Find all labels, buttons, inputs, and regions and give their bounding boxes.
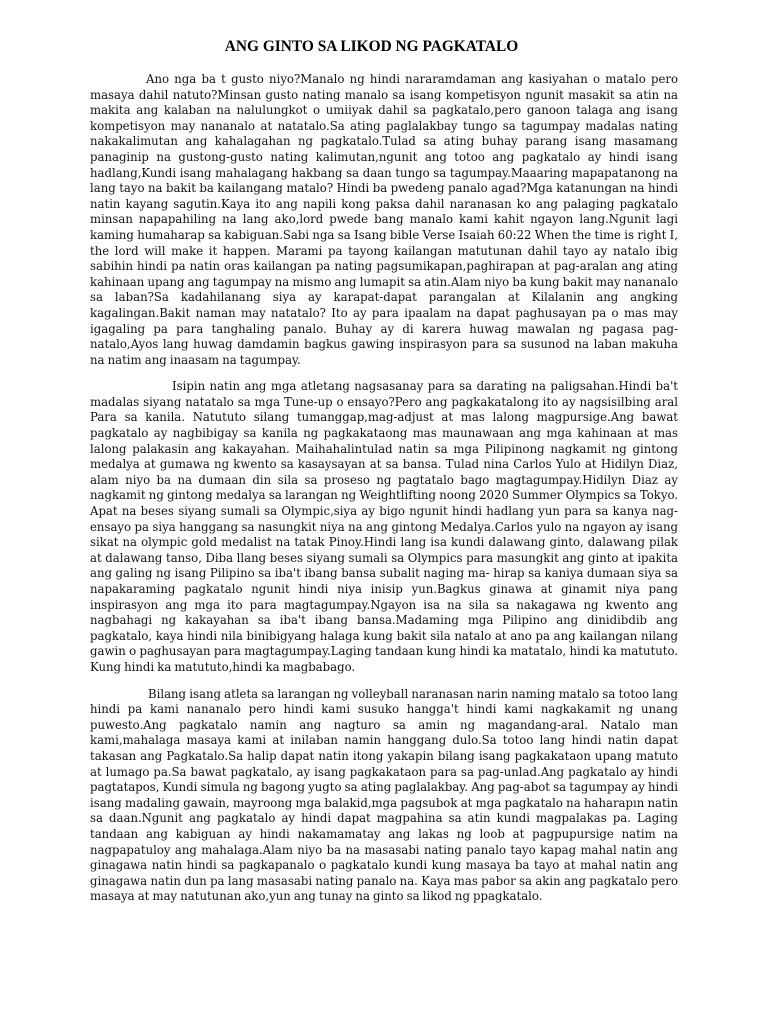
document-body (90, 72, 678, 916)
paragraph-3: Bilang isang atleta sa larangan ng volleyball naranasan narin naming matalo sa totoo lang hindi pa kami nananalo pero hindi kami susuko hangga't hindi kami nagkakamit ng unang puwesto.Ang pagkatalo namin ang nagturo sa amin ng magandang-aral. Natalo man kami,mahalaga masaya kami at inilaban namin hanggang dulo.Sa totoo lang hindi natin dapat takasan ang Pagkatalo.Sa halip dapat natin itong yakapin bilang isang pagkakataon upang matuto at lumago pa.Sa bawat pagkatalo, ay isang pagkakataon para sa pag-unlad.Ang pagkatalo ay hindi pagtatapos, Kundi simula ng bagong yugto sa ating paglalakbay. Ang pag-abot sa tagumpay ay hindi isang madaling gawain, mayroong mga balakid,mga pagsubok at mga pagkatalo na haharapın natin sa daan.Ngunit ang pagkatalo ay hindi dapat magpahina sa atin kundi magpalakas pa. Laging tandaan ang kabiguan ay hindi nakamamatay ang lakas ng loob at pagpupursige natim na nagpapatuloy ang mahalaga.Alam niyo ba na masasabi nating panalo tayo kapag mahal natin ang ginagawa natin hindi sa pagkapanalo o pagkatalo kundi kung masaya ba tayo at mahal natin ang ginagawa natin dun pa lang masasabi nating panalo na. Kaya mas pabor sa akin ang pagkatalo pero masaya at may natutunan ako,yun ang tunay na ginto sa likod ng ppagkatalo. (90, 686, 678, 904)
paragraph-1: Ano nga ba t gusto niyo?Manalo ng hindi nararamdaman ang kasiyahan o matalo pero masaya dahil natuto?Minsan gusto nating manalo sa isang kompetisyon ngunit masakit sa atin na makita ang kalaban na nalulungkot o umiiyak dahil sa pagkatalo,pero ganoon talaga ang isang kompetisyon may nananalo at natatalo.Sa ating paglalakbay tungo sa tagumpay madalas nating nakakalimutan ang kahalagahan ng pagkatalo.Tulad sa ating buhay parang isang masamang panaginip na gustong-gusto nating kalimutan,ngunit ang totoo ang pagkatalo ay hindi isang hadlang,Kundi isang mahalagang hakbang sa daan tungo sa tagumpay.Maaaring mapapatanong na lang tayo na bakit ba kailangang matalo? Hindi ba pwedeng panalo agad?Mga katanungan na hindi natin kayang sagutin.Kaya ito ang napili kong paksa dahil naranasan ko ang palaging pagkatalo minsan napapahiling na lang ako,lord pwede bang manalo kami kahit ngayon lang.Ngunit lagi kaming humaharap sa kabiguan.Sabi nga sa Isang bible Verse Isaiah 60:22 When the time is right I, the lord will make it happen. Marami pa tayong kailangan matutunan dahil tayo ay natalo ibig sabihin hindi pa natin oras kailangan pa nating pagsumikapan,paghirapan at pag-aralan ang ating kahinaan upang ang tagumpay na mismo ang lumapit sa atin.Alam niyo ba kung bakit may nananalo sa laban?Sa kadahilanang siya ay karapat-dapat parangalan at Kilalanin ang angking kagalingan.Bakit naman may natatalo? Ito ay para ipaalam na dapat paghusayan pa o mas may igagaling pa para tanghaling panalo. Buhay ay di karera huwag mawalan ng pagasa pag-natalo,Ayos lang huwag damdamin bagkus gawing inspirasyon para sa susunod na laban makuha na natim ang inaasam na tagumpay. (90, 72, 678, 367)
paragraph-2: Isipin natin ang mga atletang nagsasanay para sa darating na paligsahan.Hindi ba't madalas siyang natatalo sa mga Tune-up o ensayo?Pero ang pagkakatalong ito ay nagsisilbing aral Para sa kanila. Natututo silang tumanggap,mag-adjust at mas lalong magpursige.Ang bawat pagkatalo ay nagbibigay sa kanila ng pagkakataong mas maunawaan ang mga kahinaan at mas lalong palakasin ang kakayahan. Maihahalintulad natin sa mga Pilipinong nagkamit ng gintong medalya at gumawa ng kwento sa kasaysayan at sa bansa. Tulad nina Carlos Yulo at Hidilyn Diaz, alam niyo ba na dumaan din sila sa proseso ng pagtatalo bago magtagumpay.Hidilyn Diaz ay nagkamit ng gintong medalya sa larangan ng Weightlifting noong 2020 Summer Olympics sa Tokyo. Apat na beses siyang sumali sa Olympic,siya ay bigo ngunit hindi hadlang yun para sa kanya nag-ensayo pa siya hanggang sa nasungkit niya na ang gintong Medalya.Carlos yulo na ngayon ay isang sikat na olympic gold medalist na tatak Pinoy.Hindi lang isa kundi dalawang ginto, dalawang pilak at dalawang tanso, Diba llang beses siyang sumali sa Olympics para masungkit ang ginto at ipakita ang galing ng isang Pilipino sa iba't ibang bansa subalit naging ma- hirap sa kaniya dumaan siya sa napakaraming pagkatalo ngunit hindi niya inisip yun.Bagkus ginawa at ginamit niya pang inspirasyon ang mga ito para magtagumpay.Ngayon isa na sila sa nakagawa ng kwento ang nagbahagi ng kakayahan sa iba't ibang bansa.Madaming mga Pilipino ang dinidibdib ang pagkatalo, kaya hindi nila binibigyang halaga kung bakit sila natalo at ano pa ang kailangan nilang gawin o paghusayan para magtagumpay.Laging tandaan kung hindi ka matatalo, hindi ka matututo. Kung hindi ka matututo,hindi ka magbabago. (90, 379, 678, 674)
document-title: ANG GINTO SA LIKOD NG PAGKATALO (224, 38, 519, 55)
